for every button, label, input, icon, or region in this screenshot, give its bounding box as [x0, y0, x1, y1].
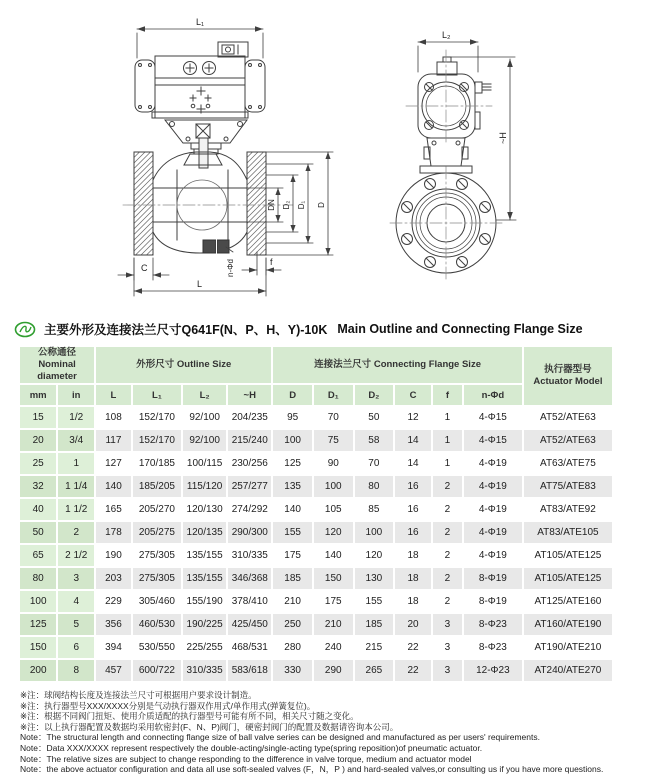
- table-row: [20, 476, 612, 497]
- group-header-actuator-model: 执行器型号 Actuator Model: [524, 347, 612, 405]
- note-line: [20, 701, 650, 712]
- actuator-model-cell: AT83/ATE92: [524, 499, 612, 520]
- dimension-cell: 14: [395, 430, 431, 451]
- dimension-cell: 3: [58, 568, 94, 589]
- svg-text:DN: DN: [267, 199, 276, 211]
- dimension-cell: 120: [355, 545, 394, 566]
- dimension-cell: 100: [314, 476, 353, 497]
- dimension-cell: 460/530: [133, 614, 181, 635]
- group-header-nominal-diameter: 公称通径 Nominal diameter: [20, 347, 94, 383]
- dimension-cell: 175: [273, 545, 312, 566]
- dimension-cell: 4: [58, 591, 94, 612]
- dimension-cell: 18: [395, 591, 431, 612]
- dimension-cell: 120/135: [183, 522, 226, 543]
- actuator-end-cap-right: [245, 60, 265, 112]
- actuator-end-view: [418, 57, 491, 138]
- svg-text:L: L: [197, 279, 203, 289]
- column-header-8: D₂: [355, 385, 394, 405]
- dimension-cell: 1: [433, 407, 462, 428]
- dimension-cell: 135: [273, 476, 312, 497]
- dimension-cell: 100: [355, 522, 394, 543]
- dimension-cell: 200: [20, 660, 56, 681]
- note-marker: Note：: [20, 742, 47, 753]
- dimension-cell: 378/410: [228, 591, 271, 612]
- dimension-cell: 135/155: [183, 568, 226, 589]
- dimension-cell: 356: [96, 614, 131, 635]
- dimension-cell: 310/335: [228, 545, 271, 566]
- actuator-model-cell: AT105/ATE125: [524, 545, 612, 566]
- dimension-cell: 140: [314, 545, 353, 566]
- side-view: [390, 30, 516, 280]
- dimension-cell: 4-Φ15: [464, 407, 522, 428]
- dimension-cell: 80: [20, 568, 56, 589]
- dimension-cell: 275/305: [133, 545, 181, 566]
- dimension-cell: 2: [433, 545, 462, 566]
- dimension-cell: 75: [314, 430, 353, 451]
- actuator-model-cell: AT105/ATE125: [524, 568, 612, 589]
- dimension-cell: 8: [58, 660, 94, 681]
- dimension-cell: 229: [96, 591, 131, 612]
- dimension-cell: 100: [20, 591, 56, 612]
- dimension-cell: 165: [96, 499, 131, 520]
- dimension-cell: 18: [395, 568, 431, 589]
- dimension-cell: 2: [433, 568, 462, 589]
- flange-left: [134, 152, 153, 255]
- dimension-cell: 203: [96, 568, 131, 589]
- table-row: [20, 591, 612, 612]
- column-header-10: f: [433, 385, 462, 405]
- dimension-cell: 600/722: [133, 660, 181, 681]
- dimension-cell: 152/170: [133, 430, 181, 451]
- column-header-1: in: [58, 385, 94, 405]
- dimension-cell: 92/100: [183, 407, 226, 428]
- note-text: 根据不同阀门扭矩、使用介质适配的执行器型号可能有所不同，相关尺寸随之变化。: [44, 711, 359, 722]
- dimension-cell: 330: [273, 660, 312, 681]
- section-title-row: [14, 319, 650, 339]
- table-row: [20, 568, 612, 589]
- dimension-cell: 1/2: [58, 407, 94, 428]
- footnotes: [20, 690, 650, 775]
- dimension-cell: 18: [395, 545, 431, 566]
- actuator-model-cell: AT63/ATE75: [524, 453, 612, 474]
- dimension-cell: 215: [355, 637, 394, 658]
- dimension-cell: 15: [20, 407, 56, 428]
- column-header-5: ~H: [228, 385, 271, 405]
- svg-text:D₂: D₂: [282, 200, 291, 210]
- dimension-cell: 4-Φ19: [464, 545, 522, 566]
- svg-text:L₂: L₂: [442, 30, 451, 40]
- note-marker: ※注：: [20, 711, 45, 722]
- dimension-cell: 530/550: [133, 637, 181, 658]
- dimension-cell: 85: [355, 499, 394, 520]
- dimension-cell: 1 1/2: [58, 499, 94, 520]
- dimension-cell: 190/225: [183, 614, 226, 635]
- dimension-cell: 250: [273, 614, 312, 635]
- dimension-cell: 120: [314, 522, 353, 543]
- dimension-cell: 457: [96, 660, 131, 681]
- dimension-cell: 125: [20, 614, 56, 635]
- dimension-cell: 6: [58, 637, 94, 658]
- brand-logo-icon: [14, 321, 38, 338]
- dimension-cell: 155: [355, 591, 394, 612]
- actuator-end-cap-left: [135, 60, 155, 112]
- table-row: [20, 614, 612, 635]
- dimension-cell: 175: [314, 591, 353, 612]
- table-row: [20, 453, 612, 474]
- dimension-cell: 120/130: [183, 499, 226, 520]
- dimension-cell: 140: [273, 499, 312, 520]
- dim-L: [134, 258, 266, 296]
- note-text: The structural length and connecting flange size of ball valve series can be designed and manufactured as per users' requirements.: [46, 732, 540, 743]
- svg-text:D: D: [317, 202, 326, 208]
- column-header-0: mm: [20, 385, 56, 405]
- note-line: [20, 743, 650, 754]
- dimension-cell: 305/460: [133, 591, 181, 612]
- actuator-model-cell: AT160/ATE190: [524, 614, 612, 635]
- dimension-cell: 150: [20, 637, 56, 658]
- actuator-model-cell: AT52/ATE63: [524, 430, 612, 451]
- dimension-cell: 90: [314, 453, 353, 474]
- section-title-zh: 主要外形及连接法兰尺寸Q641F(N、P、H、Y)-10K: [44, 323, 328, 337]
- dimension-cell: 394: [96, 637, 131, 658]
- dimension-cell: 5: [58, 614, 94, 635]
- dimension-cell: 2: [433, 499, 462, 520]
- flange-right: [247, 152, 266, 255]
- dimension-cell: 185: [355, 614, 394, 635]
- table-row: [20, 407, 612, 428]
- dimension-cell: 1: [58, 453, 94, 474]
- note-line: [20, 690, 650, 701]
- dimension-cell: 2: [433, 522, 462, 543]
- dimension-cell: 4-Φ19: [464, 453, 522, 474]
- dimension-cell: 20: [20, 430, 56, 451]
- svg-text:n-Φd: n-Φd: [226, 259, 235, 277]
- table-row: [20, 545, 612, 566]
- dimension-cell: 225/255: [183, 637, 226, 658]
- dimension-cell: 310/335: [183, 660, 226, 681]
- dimension-cell: 50: [355, 407, 394, 428]
- dimension-cell: 14: [395, 453, 431, 474]
- note-text: The relative sizes are subject to change responding to the difference in valve torque, medium and actuator model: [46, 753, 472, 764]
- actuator-model-cell: AT75/ATE83: [524, 476, 612, 497]
- dimension-cell: 58: [355, 430, 394, 451]
- dimension-cell: 265: [355, 660, 394, 681]
- dimension-cell: 130: [355, 568, 394, 589]
- dimension-cell: 425/450: [228, 614, 271, 635]
- dimension-cell: 108: [96, 407, 131, 428]
- dimension-cell: 135/155: [183, 545, 226, 566]
- dimension-cell: 3: [433, 637, 462, 658]
- dimension-cell: 125: [273, 453, 312, 474]
- dim-C: [118, 258, 169, 280]
- dimension-cell: 105: [314, 499, 353, 520]
- dimension-cell: 100: [273, 430, 312, 451]
- dimension-cell: 16: [395, 476, 431, 497]
- dimension-cell: 70: [355, 453, 394, 474]
- dimension-cell: 170/185: [133, 453, 181, 474]
- dimension-cell: 290: [314, 660, 353, 681]
- dimension-cell: 210: [314, 614, 353, 635]
- dimension-cell: 155: [273, 522, 312, 543]
- dimension-cell: 274/292: [228, 499, 271, 520]
- table-row: [20, 522, 612, 543]
- column-header-11: n-Φd: [464, 385, 522, 405]
- dimension-cell: 257/277: [228, 476, 271, 497]
- dimension-cell: 3: [433, 660, 462, 681]
- actuator-model-cell: AT240/ATE270: [524, 660, 612, 681]
- dimension-cell: 22: [395, 660, 431, 681]
- dimension-cell: 140: [96, 476, 131, 497]
- dimension-cell: 3: [433, 614, 462, 635]
- note-line: [20, 711, 650, 722]
- dimension-cell: 185/205: [133, 476, 181, 497]
- svg-text:C: C: [141, 263, 148, 273]
- dimension-cell: 346/368: [228, 568, 271, 589]
- note-marker: Note：: [20, 732, 47, 743]
- section-title-en: Main Outline and Connecting Flange Size: [337, 322, 583, 336]
- note-text: the above actuator configuration and data all use soft-sealed valves (F，N，P ) and hard-sealed valves,or consulting us if you have more questions.: [46, 764, 604, 775]
- dimension-cell: 190: [96, 545, 131, 566]
- dimension-table: [18, 345, 614, 683]
- dimension-cell: 205/270: [133, 499, 181, 520]
- table-row: [20, 660, 612, 681]
- dimension-cell: 1: [433, 430, 462, 451]
- dimension-cell: 4-Φ19: [464, 522, 522, 543]
- note-line: [20, 754, 650, 765]
- front-view: [118, 17, 333, 296]
- dimension-cell: 210: [273, 591, 312, 612]
- dimension-cell: 152/170: [133, 407, 181, 428]
- table-row: [20, 499, 612, 520]
- group-header-outline-size: 外形尺寸 Outline Size: [96, 347, 271, 383]
- dimension-cell: 290/300: [228, 522, 271, 543]
- table-row: [20, 430, 612, 451]
- dimension-cell: 115/120: [183, 476, 226, 497]
- dimension-cell: 8-Φ19: [464, 568, 522, 589]
- dimension-cell: 2: [58, 522, 94, 543]
- dimension-cell: 155/190: [183, 591, 226, 612]
- dimension-cell: 117: [96, 430, 131, 451]
- note-line: [20, 722, 650, 733]
- dimension-cell: 178: [96, 522, 131, 543]
- dimension-cell: 16: [395, 499, 431, 520]
- column-header-3: L₁: [133, 385, 181, 405]
- dimension-cell: 2 1/2: [58, 545, 94, 566]
- dimension-cell: 8-Φ23: [464, 614, 522, 635]
- dimension-cell: 150: [314, 568, 353, 589]
- dimension-cell: 280: [273, 637, 312, 658]
- column-header-6: D: [273, 385, 312, 405]
- dimension-cell: 215/240: [228, 430, 271, 451]
- actuator-model-cell: AT125/ATE160: [524, 591, 612, 612]
- dimension-cell: 4-Φ15: [464, 430, 522, 451]
- column-header-4: L₂: [183, 385, 226, 405]
- dimension-cell: 583/618: [228, 660, 271, 681]
- note-text: 球阀结构长度及连接法兰尺寸可根据用户要求设计制造。: [44, 690, 257, 700]
- column-header-7: D₁: [314, 385, 353, 405]
- dimension-cell: 4-Φ19: [464, 476, 522, 497]
- note-marker: ※注：: [20, 721, 45, 732]
- dimension-cell: 22: [395, 637, 431, 658]
- actuator-model-cell: AT190/ATE210: [524, 637, 612, 658]
- dim-L2: [418, 30, 478, 72]
- svg-text:L₁: L₁: [196, 17, 205, 27]
- dimension-cell: 92/100: [183, 430, 226, 451]
- dimension-cell: 16: [395, 522, 431, 543]
- dimension-cell: 20: [395, 614, 431, 635]
- dimension-cell: 8-Φ23: [464, 637, 522, 658]
- dimension-cell: 468/531: [228, 637, 271, 658]
- air-fitting: [475, 82, 482, 93]
- svg-text:f: f: [270, 257, 273, 267]
- dimension-cell: 230/256: [228, 453, 271, 474]
- note-text: 执行器型号XXX/XXXX分别是气动执行器双作用式/单作用式(弹簧复位)。: [44, 700, 316, 711]
- svg-text:D₁: D₁: [297, 200, 306, 210]
- dimension-cell: 2: [433, 591, 462, 612]
- column-header-2: L: [96, 385, 131, 405]
- note-line: [20, 764, 650, 775]
- dimension-cell: 65: [20, 545, 56, 566]
- dimension-cell: 185: [273, 568, 312, 589]
- dimension-cell: 204/235: [228, 407, 271, 428]
- actuator-model-cell: AT83/ATE105: [524, 522, 612, 543]
- dimension-cell: 4-Φ19: [464, 499, 522, 520]
- dim-L1: [137, 17, 263, 58]
- dimension-cell: 205/275: [133, 522, 181, 543]
- valve-outline-drawing: [0, 0, 650, 315]
- dimension-cell: 275/305: [133, 568, 181, 589]
- note-marker: Note：: [20, 764, 47, 775]
- note-marker: ※注：: [20, 700, 45, 711]
- note-text: 以上执行器配置及数据均采用软密封(F、N、P)阀门，硬密封阀门的配置及数据请咨询本公司。: [44, 721, 399, 732]
- group-header-connecting-flange-size: 连接法兰尺寸 Connecting Flange Size: [273, 347, 521, 383]
- dimension-cell: 12-Φ23: [464, 660, 522, 681]
- dimension-cell: 95: [273, 407, 312, 428]
- dimension-cell: 40: [20, 499, 56, 520]
- note-marker: Note：: [20, 753, 47, 764]
- dimension-cell: 70: [314, 407, 353, 428]
- dimension-cell: 1 1/4: [58, 476, 94, 497]
- dimension-cell: 3/4: [58, 430, 94, 451]
- dimension-cell: 2: [433, 476, 462, 497]
- table-row: [20, 637, 612, 658]
- dimension-cell: 8-Φ19: [464, 591, 522, 612]
- note-text: Data XXX/XXXX represent respectively the double-acting/single-acting type(spring reposition)of pneumatic actuator.: [46, 742, 483, 753]
- note-line: [20, 732, 650, 743]
- note-marker: ※注：: [20, 690, 45, 700]
- column-header-9: C: [395, 385, 431, 405]
- actuator-model-cell: AT52/ATE63: [524, 407, 612, 428]
- dimension-cell: 32: [20, 476, 56, 497]
- dimension-cell: 127: [96, 453, 131, 474]
- dimension-cell: 100/115: [183, 453, 226, 474]
- dimension-cell: 12: [395, 407, 431, 428]
- dimension-cell: 80: [355, 476, 394, 497]
- dimension-cell: 1: [433, 453, 462, 474]
- actuator-body: [135, 56, 265, 118]
- dimension-cell: 240: [314, 637, 353, 658]
- svg-text:~H: ~H: [498, 132, 508, 144]
- dimension-cell: 25: [20, 453, 56, 474]
- mounting-bracket: [165, 120, 247, 168]
- dimension-cell: 50: [20, 522, 56, 543]
